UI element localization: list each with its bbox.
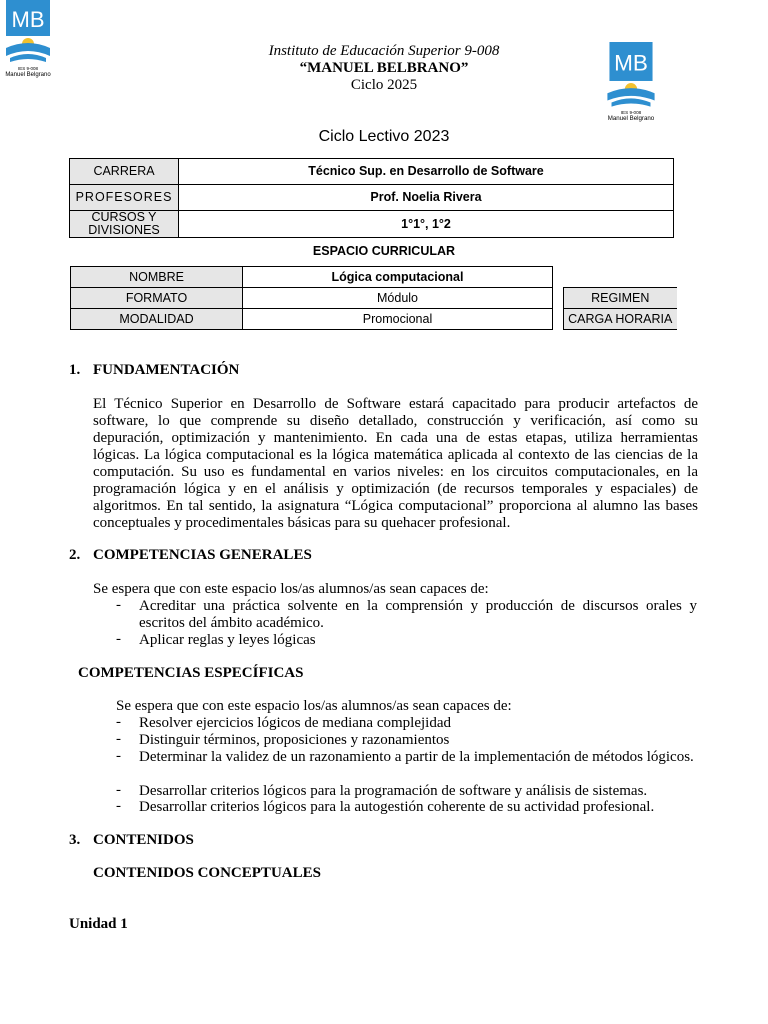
lective-year-title: Ciclo Lectivo 2023 [318,128,450,145]
unit-title: Unidad 1 [69,916,128,932]
name-extra [564,267,677,288]
career-table [69,158,674,238]
format-value: Módulo [243,288,553,309]
section-1-body: El Técnico Superior en Desarrollo de Software estará capacitado para producir artefactos de software, lo que comprende su diseño detallado, construcción y verificación, así como su depuración, optimización y mantenimiento. En cada una de estas etapas, utiliza herramientas lógicas. La lógica computacional es la lógica matemática aplicada al contexto de las ciencias de la computación. Su uso es fundamental en varios niveles: en los circuitos computacionales, en la programación lógica y en el análisis y optimización (de recursos temporales y espaciales) de algoritmos. En tal sentido, la asignatura “Lógica computacional” proporciona al alumno las bases conceptuales y procedimentales básicas para su quehacer profesional. [93,396,698,531]
institute-name: Instituto de Educación Superior 9-008 [268,43,500,59]
logo-caption-top: IES 9-008 [17,66,39,71]
list-bullet: - [116,731,121,747]
list-bullet: - [116,782,121,798]
section-2-number: 2. [69,547,81,563]
courses-label: CURSOS Y DIVISIONES [70,211,179,238]
logo-caption-bottom: Manuel Belgrano [607,114,655,122]
name-label: NOMBRE [71,267,243,288]
list-item: Desarrollar criterios lógicos para la autogestión coherente de su actividad profesional. [139,799,655,815]
career-label: CARRERA [70,159,179,185]
list-item: Determinar la validez de un razonamiento a partir de la implementación de métodos lógicos. [139,749,694,765]
professors-label: PROFESORES [70,185,179,211]
section-3-title: CONTENIDOS [93,832,194,848]
conceptual-contents-title: CONTENIDOS CONCEPTUALES [93,865,321,881]
list-bullet: - [116,714,121,730]
courses-value: 1°1°, 1°2 [179,211,674,238]
regimen-label: REGIMEN [564,288,677,309]
professors-value: Prof. Noelia Rivera [179,185,674,211]
list-item: Aplicar reglas y leyes lógicas [139,632,316,648]
logo-caption-top: IES 9-008 [620,109,642,115]
list-bullet: - [116,748,121,764]
section-2-intro: Se espera que con este espacio los/as alumnos/as sean capaces de: [93,581,489,597]
section-1-title: FUNDAMENTACIÓN [93,362,240,378]
school-name: “MANUEL BELBRANO” [299,60,469,76]
curricular-space-title: ESPACIO CURRICULAR [312,244,456,258]
logo-caption-bottom: Manuel Belgrano [5,72,51,78]
specific-competences-title: COMPETENCIAS ESPECÍFICAS [78,665,304,681]
logo-initials: MB [614,50,648,76]
list-bullet: - [116,597,121,613]
cycle-year: Ciclo 2025 [350,77,418,93]
section-2-title: COMPETENCIAS GENERALES [93,547,312,563]
section-1-number: 1. [69,362,81,378]
name-value: Lógica computacional [243,267,553,288]
list-item: Resolver ejercicios lógicos de mediana complejidad [139,715,451,731]
logo-initials: MB [11,7,45,32]
modality-value: Promocional [243,309,553,330]
section-3-number: 3. [69,832,81,848]
modality-label: MODALIDAD [71,309,243,330]
list-item: Acreditar una práctica solvente en la comprensión y producción de discursos orales y escritos del ámbito académico. [139,598,697,631]
career-value: Técnico Sup. en Desarrollo de Software [179,159,674,185]
list-item: Distinguir términos, proposiciones y razonamientos [139,732,450,748]
curricular-table [70,266,677,330]
list-item: Desarrollar criterios lógicos para la programación de software y análisis de sistemas. [139,783,648,799]
format-label: FORMATO [71,288,243,309]
specific-competences-intro: Se espera que con este espacio los/as alumnos/as sean capaces de: [116,698,512,714]
list-bullet: - [116,631,121,647]
workload-label: CARGA HORARIA [564,309,677,330]
list-bullet: - [116,798,121,814]
